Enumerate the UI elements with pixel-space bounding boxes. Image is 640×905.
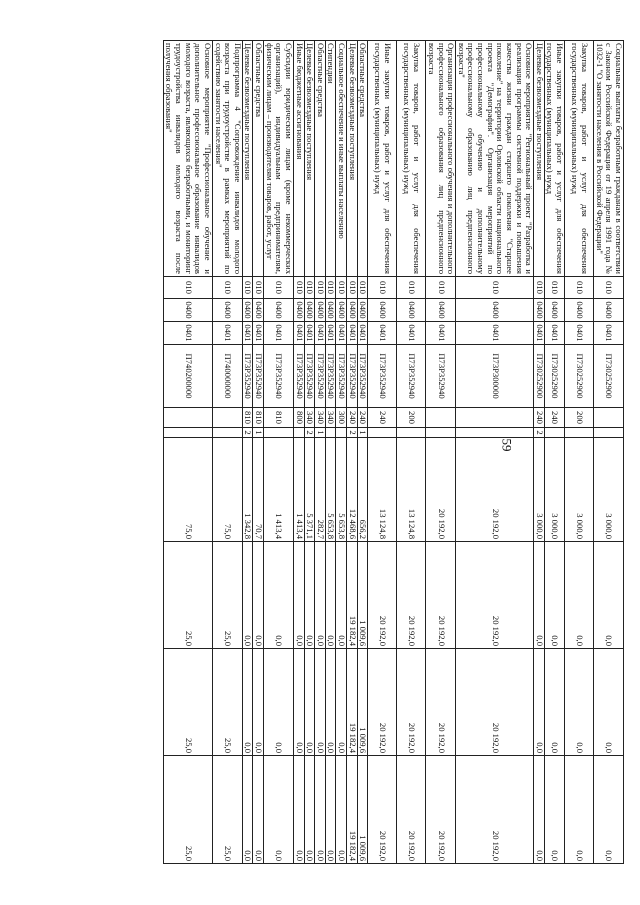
cell-value-3: 0,0 (294, 649, 305, 756)
cell-ved: 010 (357, 277, 368, 299)
table-row (594, 41, 624, 864)
cell-pr: 0401 (213, 322, 243, 345)
cell-value-3: 20 192,0 (397, 649, 426, 756)
cell-value-2: 0,0 (264, 542, 294, 649)
cell-vr: 200 (397, 408, 426, 428)
cell-vr (163, 408, 212, 428)
row-name: Целевые безвозмездные поступления (534, 41, 545, 277)
cell-value-3: 0,0 (534, 649, 545, 756)
table-row (242, 41, 253, 864)
cell-value-2: 25,0 (163, 542, 212, 649)
cell-value-4: 0,0 (594, 756, 624, 864)
cell-ved: 010 (594, 277, 624, 299)
cell-value-1: 5 653,8 (336, 438, 347, 542)
cell-csr: П730252900 (544, 345, 564, 408)
cell-vr (426, 408, 456, 428)
cell-ved: 010 (213, 277, 243, 299)
cell-pr: 0401 (336, 322, 347, 345)
cell-vr (213, 408, 243, 428)
cell-pr: 0401 (368, 322, 397, 345)
cell-value-3: 0,0 (242, 649, 253, 756)
table-row (534, 41, 545, 864)
cell-value-3: 25,0 (213, 649, 243, 756)
budget-table (163, 40, 624, 864)
cell-value-4: 0,0 (242, 756, 253, 864)
cell-value-4: 20 192,0 (368, 756, 397, 864)
cell-value-3: 0,0 (544, 649, 564, 756)
cell-source (264, 428, 294, 438)
cell-vr: 810 (242, 408, 253, 428)
cell-rz: 0400 (594, 299, 624, 322)
cell-value-2: 20 192,0 (426, 542, 456, 649)
cell-value-1: 3 000,0 (594, 438, 624, 542)
cell-value-4: 20 192,0 (426, 756, 456, 864)
cell-ved: 010 (294, 277, 305, 299)
cell-value-2: 20 192,0 (397, 542, 426, 649)
cell-rz: 0400 (242, 299, 253, 322)
cell-pr: 0401 (357, 322, 368, 345)
cell-value-4: 0,0 (315, 756, 326, 864)
cell-source (336, 428, 347, 438)
cell-pr: 0401 (426, 322, 456, 345)
cell-csr: П73Р352940 (294, 345, 305, 408)
cell-value-3: 25,0 (163, 649, 212, 756)
cell-value-4: 0,0 (325, 756, 336, 864)
cell-value-3: 0,0 (594, 649, 624, 756)
cell-ved: 010 (456, 277, 534, 299)
cell-vr (456, 408, 534, 428)
table-row (315, 41, 326, 864)
cell-csr: П73Р352940 (325, 345, 336, 408)
table-row (264, 41, 294, 864)
cell-rz: 0400 (565, 299, 594, 322)
cell-vr: 810 (253, 408, 264, 428)
cell-value-4: 0,0 (264, 756, 294, 864)
row-name: Иные закупки товаров, работ и услуг для обеспечения государственных (муниципальных) нужд (544, 41, 564, 277)
cell-rz: 0400 (397, 299, 426, 322)
cell-vr: 240 (347, 408, 358, 428)
cell-rz: 0400 (336, 299, 347, 322)
cell-ved: 010 (565, 277, 594, 299)
cell-value-3: 20 192,0 (368, 649, 397, 756)
cell-vr: 800 (294, 408, 305, 428)
cell-value-1: 75,0 (213, 438, 243, 542)
cell-value-3: 1 009,6 (357, 649, 368, 756)
cell-pr: 0401 (264, 322, 294, 345)
cell-value-1: 20 192,0 (456, 438, 534, 542)
cell-value-2: 0,0 (594, 542, 624, 649)
cell-value-3: 19 182,4 (347, 649, 358, 756)
cell-source: 2 (242, 428, 253, 438)
cell-value-2: 0,0 (315, 542, 326, 649)
cell-pr: 0401 (347, 322, 358, 345)
cell-ved: 010 (325, 277, 336, 299)
cell-source: 2 (347, 428, 358, 438)
cell-pr: 0401 (456, 322, 534, 345)
cell-rz: 0400 (315, 299, 326, 322)
cell-pr: 0401 (315, 322, 326, 345)
row-name: Иные закупки товаров, работ и услуг для обеспечения государственных (муниципальных) нужд (368, 41, 397, 277)
cell-value-1: 13 124,8 (397, 438, 426, 542)
cell-csr: П73Р352940 (357, 345, 368, 408)
cell-ved: 010 (397, 277, 426, 299)
cell-vr: 200 (565, 408, 594, 428)
cell-value-1: 3 000,0 (534, 438, 545, 542)
cell-csr: П73Р352940 (264, 345, 294, 408)
table-body (163, 41, 623, 864)
cell-value-4: 0,0 (304, 756, 315, 864)
row-name: Целевые безвозмездные поступления (347, 41, 358, 277)
cell-value-1: 3 000,0 (565, 438, 594, 542)
cell-ved: 010 (304, 277, 315, 299)
cell-value-1: 1 342,8 (242, 438, 253, 542)
table-row (397, 41, 426, 864)
cell-value-4: 25,0 (213, 756, 243, 864)
table-row (347, 41, 358, 864)
row-name: Закупка товаров, работ и услуг для обеспечения государственных (муниципальных) нужд (397, 41, 426, 277)
cell-rz: 0400 (253, 299, 264, 322)
cell-value-2: 19 182,4 (347, 542, 358, 649)
cell-csr: П73Р352940 (336, 345, 347, 408)
row-name: Основное мероприятие "Профессиональное обучение и дополнительное профессиональное образование инвалидов молодого возраста, являющихся безработными, и мониторинг трудоустройства инвалидов молодого возраста после получения образования" (163, 41, 212, 277)
cell-value-2: 0,0 (294, 542, 305, 649)
row-name: Социальное обеспечение и иные выплаты населению (336, 41, 347, 277)
cell-pr: 0401 (304, 322, 315, 345)
cell-rz: 0400 (534, 299, 545, 322)
cell-csr: П730252900 (565, 345, 594, 408)
table-row (336, 41, 347, 864)
cell-rz: 0400 (456, 299, 534, 322)
cell-ved: 010 (242, 277, 253, 299)
row-name: Целевые безвозмездные поступления (242, 41, 253, 277)
cell-value-4: 19 182,4 (347, 756, 358, 864)
cell-value-4: 20 192,0 (456, 756, 534, 864)
cell-value-1: 20 192,0 (426, 438, 456, 542)
cell-source: 2 (534, 428, 545, 438)
cell-value-2: 0,0 (544, 542, 564, 649)
table-row (456, 41, 534, 864)
cell-rz: 0400 (357, 299, 368, 322)
cell-value-3: 0,0 (264, 649, 294, 756)
cell-value-2: 0,0 (565, 542, 594, 649)
cell-csr: П73Р300000 (456, 345, 534, 408)
cell-value-1: 5 371,1 (304, 438, 315, 542)
row-name: Стипендии (325, 41, 336, 277)
cell-source (368, 428, 397, 438)
cell-value-2: 25,0 (213, 542, 243, 649)
cell-pr: 0401 (544, 322, 564, 345)
table-row (304, 41, 315, 864)
rotated-page (20, 40, 624, 863)
table-row (565, 41, 594, 864)
row-name: Иные бюджетные ассигнования (294, 41, 305, 277)
cell-value-2: 0,0 (336, 542, 347, 649)
table-row (213, 41, 243, 864)
cell-rz: 0400 (544, 299, 564, 322)
cell-value-4: 25,0 (163, 756, 212, 864)
cell-value-2: 1 009,6 (357, 542, 368, 649)
row-name: Областные средства (315, 41, 326, 277)
cell-value-3: 20 192,0 (426, 649, 456, 756)
cell-value-4: 0,0 (294, 756, 305, 864)
cell-value-1: 656,2 (357, 438, 368, 542)
table-row (357, 41, 368, 864)
cell-value-1: 70,7 (253, 438, 264, 542)
cell-value-1: 3 000,0 (544, 438, 564, 542)
cell-pr: 0401 (565, 322, 594, 345)
cell-value-2: 20 192,0 (368, 542, 397, 649)
cell-vr: 300 (336, 408, 347, 428)
cell-vr: 810 (264, 408, 294, 428)
cell-csr: П73Р352940 (426, 345, 456, 408)
cell-value-4: 1 009,6 (357, 756, 368, 864)
cell-source (325, 428, 336, 438)
cell-pr: 0401 (253, 322, 264, 345)
cell-vr: 340 (315, 408, 326, 428)
cell-value-2: 0,0 (304, 542, 315, 649)
cell-source (544, 428, 564, 438)
cell-value-3: 0,0 (336, 649, 347, 756)
cell-source (456, 428, 534, 438)
cell-ved: 010 (163, 277, 212, 299)
cell-ved: 010 (336, 277, 347, 299)
cell-vr: 240 (357, 408, 368, 428)
row-name: Социальные выплаты безработным гражданам в соответствии с Законом Российской Федерации от 19 апреля 1991 года № 1032-1 "О занятости населения в Российской Федерации" (594, 41, 624, 277)
cell-csr: П730252900 (534, 345, 545, 408)
row-name: Основное мероприятие "Региональный проект "Разработка и реализация программы системной поддержки и повышения качества жизни граждан старшего поколения "Старшее поколение" на территории Орловской области национального проекта "Демография". Организация мероприятий по профессиональному обучению и дополнительному профессиональному образованию лиц предпенсионного возраста" (456, 41, 534, 277)
cell-csr: П73Р352940 (397, 345, 426, 408)
cell-value-3: 0,0 (304, 649, 315, 756)
cell-source (397, 428, 426, 438)
row-name: Закупка товаров, работ и услуг для обеспечения государственных (муниципальных) нужд (565, 41, 594, 277)
cell-ved: 010 (368, 277, 397, 299)
cell-value-1: 13 124,8 (368, 438, 397, 542)
cell-rz: 0400 (163, 299, 212, 322)
cell-vr (594, 408, 624, 428)
row-name: Организация профессионального обучения и дополнительного профессионального образования лиц предпенсионного возраста (426, 41, 456, 277)
table-row (426, 41, 456, 864)
cell-vr: 340 (304, 408, 315, 428)
table-row (294, 41, 305, 864)
cell-pr: 0401 (534, 322, 545, 345)
cell-value-4: 0,0 (253, 756, 264, 864)
cell-csr: П740200000 (163, 345, 212, 408)
cell-rz: 0400 (426, 299, 456, 322)
row-name: Областные средства (357, 41, 368, 277)
cell-source (163, 428, 212, 438)
cell-csr: П73Р352940 (347, 345, 358, 408)
cell-pr: 0401 (325, 322, 336, 345)
cell-csr: П73Р352940 (368, 345, 397, 408)
cell-source (213, 428, 243, 438)
cell-ved: 010 (544, 277, 564, 299)
cell-rz: 0400 (347, 299, 358, 322)
cell-source: 2 (304, 428, 315, 438)
cell-pr: 0401 (594, 322, 624, 345)
table-row (368, 41, 397, 864)
cell-rz: 0400 (213, 299, 243, 322)
cell-source: 1 (315, 428, 326, 438)
cell-csr: П730252900 (594, 345, 624, 408)
cell-ved: 010 (347, 277, 358, 299)
cell-source (426, 428, 456, 438)
cell-value-1: 282,7 (315, 438, 326, 542)
cell-source: 1 (253, 428, 264, 438)
cell-rz: 0400 (264, 299, 294, 322)
cell-csr: П740000000 (213, 345, 243, 408)
cell-value-4: 20 192,0 (397, 756, 426, 864)
cell-value-4: 0,0 (565, 756, 594, 864)
table-row (544, 41, 564, 864)
cell-value-3: 0,0 (253, 649, 264, 756)
page-number: 59 (499, 438, 515, 452)
cell-vr: 240 (534, 408, 545, 428)
cell-pr: 0401 (242, 322, 253, 345)
table-row (163, 41, 212, 864)
cell-vr: 240 (544, 408, 564, 428)
cell-value-2: 0,0 (534, 542, 545, 649)
cell-pr: 0401 (397, 322, 426, 345)
cell-csr: П73Р352940 (315, 345, 326, 408)
table-row (253, 41, 264, 864)
cell-value-2: 0,0 (325, 542, 336, 649)
cell-value-4: 0,0 (544, 756, 564, 864)
row-name: Подпрограмма 4 "Сопровождение инвалидов молодого возраста при трудоустройстве в рамках мероприятий по содействию занятости населения" (213, 41, 243, 277)
cell-value-3: 20 192,0 (456, 649, 534, 756)
cell-value-2: 0,0 (242, 542, 253, 649)
cell-ved: 010 (264, 277, 294, 299)
cell-ved: 010 (315, 277, 326, 299)
cell-ved: 010 (253, 277, 264, 299)
cell-csr: П73Р352940 (253, 345, 264, 408)
cell-value-4: 0,0 (336, 756, 347, 864)
cell-value-1: 5 653,8 (325, 438, 336, 542)
cell-value-1: 75,0 (163, 438, 212, 542)
cell-value-2: 0,0 (253, 542, 264, 649)
cell-pr: 0401 (294, 322, 305, 345)
cell-value-3: 0,0 (325, 649, 336, 756)
cell-value-3: 0,0 (315, 649, 326, 756)
cell-value-1: 1 413,4 (264, 438, 294, 542)
cell-source (594, 428, 624, 438)
cell-value-1: 1 413,4 (294, 438, 305, 542)
cell-value-3: 0,0 (565, 649, 594, 756)
cell-vr: 240 (368, 408, 397, 428)
cell-vr: 340 (325, 408, 336, 428)
cell-pr: 0401 (163, 322, 212, 345)
cell-csr: П73Р352940 (242, 345, 253, 408)
cell-rz: 0400 (325, 299, 336, 322)
cell-value-4: 0,0 (534, 756, 545, 864)
row-name: Целевые безвозмездные поступления (304, 41, 315, 277)
cell-rz: 0400 (304, 299, 315, 322)
cell-value-1: 12 468,6 (347, 438, 358, 542)
cell-rz: 0400 (294, 299, 305, 322)
cell-ved: 010 (426, 277, 456, 299)
table-row (325, 41, 336, 864)
cell-source (565, 428, 594, 438)
row-name: Субсидии юридическим лицам (кроме некоммерческих организаций), индивидуальным предпринимателям, физическим лицам – производителям товаров, работ, услуг (264, 41, 294, 277)
cell-value-2: 20 192,0 (456, 542, 534, 649)
row-name: Областные средства (253, 41, 264, 277)
cell-csr: П73Р352940 (304, 345, 315, 408)
cell-source: 1 (357, 428, 368, 438)
cell-source (294, 428, 305, 438)
cell-rz: 0400 (368, 299, 397, 322)
cell-ved: 010 (534, 277, 545, 299)
